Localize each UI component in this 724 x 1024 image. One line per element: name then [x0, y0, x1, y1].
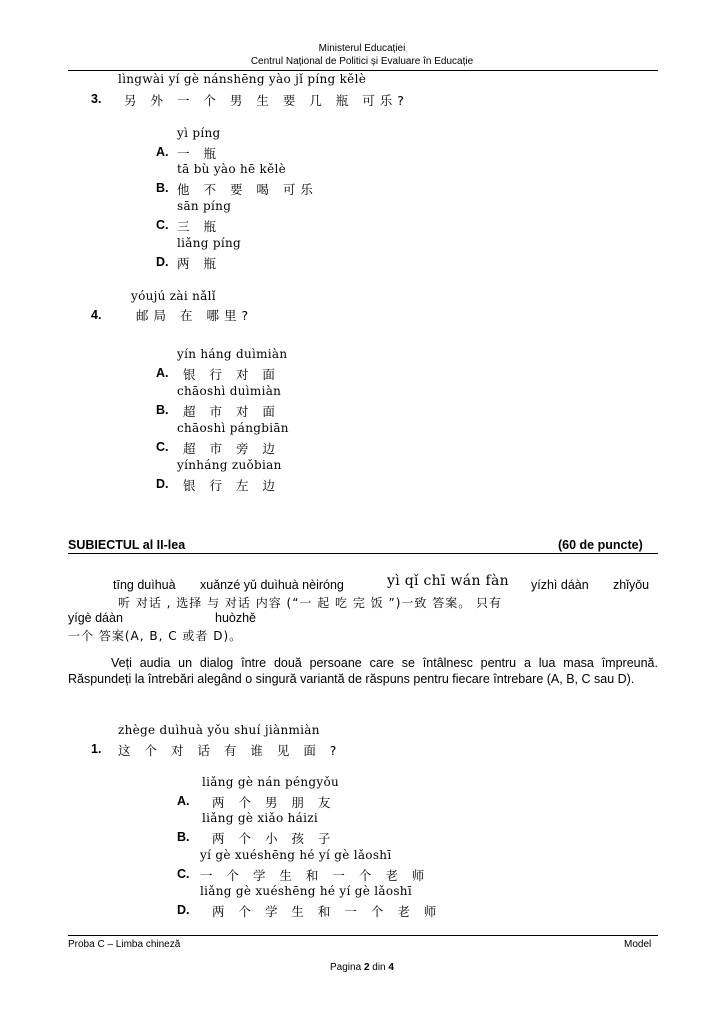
q3-hanzi: 另 外 一 个 男 生 要 几 瓶 可乐?	[124, 93, 409, 108]
instr-hanzi-line1: 听 对话 , 选择 与 对话 内容 (“一 起 吃 完 饭 ”)一致 答案。 只有	[118, 596, 503, 610]
q3-option-c-label: C.	[156, 218, 169, 232]
q4-option-b-pinyin: chāoshì duìmiàn	[177, 384, 282, 398]
q1-option-d-pinyin: liǎng gè xuéshēng hé yí gè lǎoshī	[200, 884, 412, 898]
q3-option-b-label: B.	[156, 181, 169, 195]
footer-page-number: Pagina 2 din 4	[330, 962, 394, 973]
q4-option-a-pinyin: yín háng duìmiàn	[177, 347, 288, 361]
instr-pinyin-eat: yì qǐ chī wán fàn	[387, 573, 509, 589]
q3-pinyin: lìngwài yí gè nánshēng yào jǐ píng kělè	[118, 72, 367, 86]
q1-option-b-label: B.	[177, 830, 190, 844]
header-ministry: Ministerul Educației	[318, 43, 406, 54]
q3-option-d-pinyin: liǎng píng	[177, 236, 241, 250]
subject-underline	[68, 553, 658, 554]
q1-option-c-pinyin: yí gè xuéshēng hé yí gè lǎoshī	[200, 848, 392, 862]
q3-option-b-pinyin: tā bù yào hē kělè	[177, 162, 287, 176]
q4-hanzi: 邮局 在 哪里?	[136, 308, 254, 323]
q4-pinyin: yóujú zài nǎlǐ	[131, 289, 216, 303]
q1-pinyin: zhège duìhuà yǒu shuí jiànmiàn	[118, 723, 320, 737]
q3-option-a-label: A.	[156, 145, 169, 159]
q4-number: 4.	[91, 308, 102, 322]
q3-option-d-label: D.	[156, 255, 169, 269]
q3-option-c-pinyin: sān píng	[177, 199, 232, 213]
q4-option-a-hanzi: 银 行 对 面	[183, 367, 280, 382]
q4-option-d-pinyin: yínháng zuǒbian	[177, 458, 282, 472]
q3-option-c-hanzi: 三 瓶	[177, 219, 221, 234]
header-center: Centrul Național de Politici și Evaluare în Educație	[250, 56, 474, 67]
q1-number: 1.	[91, 742, 102, 756]
instr-pinyin-one-answer: yígè dáàn	[68, 611, 123, 625]
q1-option-c-label: C.	[177, 867, 190, 881]
subject-points: (60 de puncte)	[558, 538, 643, 552]
q3-option-a-pinyin: yì píng	[177, 126, 221, 140]
q3-option-a-hanzi: 一 瓶	[177, 146, 221, 161]
instr-pinyin-listen: tīng duìhuà	[113, 578, 176, 592]
q3-option-d-hanzi: 两 瓶	[177, 256, 221, 271]
q1-option-d-label: D.	[177, 903, 190, 917]
q1-option-a-pinyin: liǎng gè nán péngyǒu	[202, 775, 340, 789]
q1-option-a-label: A.	[177, 794, 190, 808]
q1-option-c-hanzi: 一 个 学 生 和 一 个 老 师	[200, 868, 430, 883]
instr-hanzi-line2: 一个 答案(A, B, C 或者 D)。	[68, 629, 243, 643]
instr-pinyin-choose: xuǎnzé yǔ duìhuà nèiróng	[200, 578, 344, 592]
footer-model: Model	[624, 939, 652, 950]
q1-option-d-hanzi: 两 个 学 生 和 一 个 老 师	[212, 904, 442, 919]
footer-rule	[68, 935, 658, 936]
q4-option-d-hanzi: 银 行 左 边	[183, 478, 280, 493]
instr-pinyin-consistent: yízhì dáàn	[531, 578, 589, 592]
subject-title: SUBIECTUL al II-lea	[68, 538, 186, 552]
q3-option-b-hanzi: 他 不 要 喝 可乐	[177, 182, 318, 197]
q1-option-a-hanzi: 两 个 男 朋 友	[212, 795, 336, 810]
footer-exam-title: Proba C – Limba chineză	[68, 939, 181, 950]
instr-pinyin-only: zhǐyǒu	[613, 578, 650, 592]
q3-number: 3.	[91, 92, 102, 106]
q4-option-b-hanzi: 超 市 对 面	[183, 404, 280, 419]
header-rule	[68, 70, 658, 71]
q4-option-c-pinyin: chāoshì pángbiān	[177, 421, 289, 435]
q1-option-b-hanzi: 两 个 小 孩 子	[212, 831, 336, 846]
instr-pinyin-or: huòzhě	[215, 611, 257, 625]
q1-option-b-pinyin: liǎng gè xiǎo háizi	[202, 811, 319, 825]
instr-romanian: Veți audia un dialog între două persoane care se întâlnesc pentru a lua masa împreună. Răspundeți la întrebări alegând o singură variantă de răspuns pentru fiecare întrebare (A, B, C sau D).	[68, 656, 658, 686]
q4-option-c-label: C.	[156, 440, 169, 454]
q4-option-a-label: A.	[156, 366, 169, 380]
q4-option-b-label: B.	[156, 403, 169, 417]
q4-option-d-label: D.	[156, 477, 169, 491]
q1-hanzi: 这 个 对 话 有 谁 见 面 ?	[118, 743, 342, 758]
q4-option-c-hanzi: 超 市 旁 边	[183, 441, 280, 456]
